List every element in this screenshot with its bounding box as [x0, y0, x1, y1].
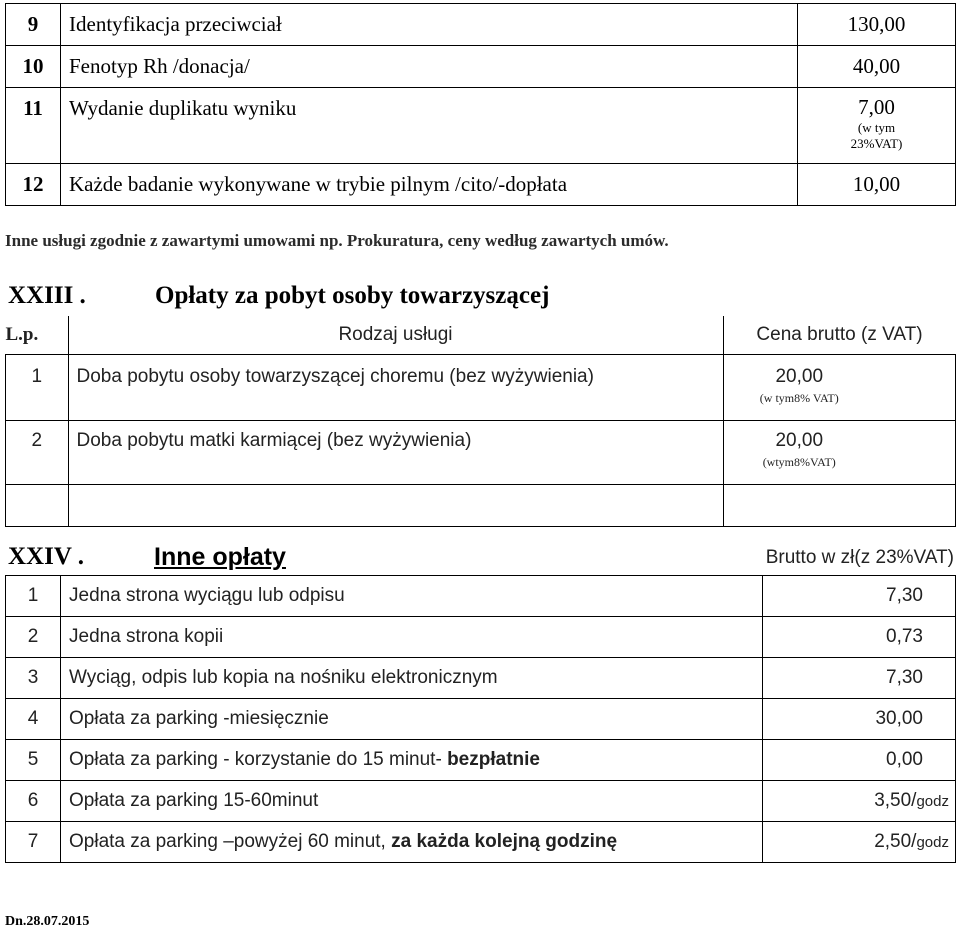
fee-price-value: 7,30 [886, 585, 923, 606]
service-price: 10,00 [798, 164, 956, 206]
section-number: XXIII . [8, 282, 86, 309]
vat-note: 23%VAT) [850, 136, 903, 151]
footer-date: Dn.28.07.2015 [5, 914, 90, 929]
fee-price [763, 658, 956, 699]
table-row [6, 822, 956, 863]
fee-name [61, 699, 763, 740]
fee-name-text: Opłata za parking - korzystanie do 15 minut- [69, 749, 448, 770]
table-row [6, 46, 956, 88]
fee-name-text: Wyciąg, odpis lub kopia na nośniku elektronicznym [69, 667, 498, 688]
row-number: 4 [6, 699, 61, 740]
empty-cell [723, 484, 956, 526]
service-name: Wydanie duplikatu wyniku [61, 88, 798, 164]
section-title: Opłaty za pobyt osoby towarzyszącej [155, 282, 550, 309]
row-number: 12 [6, 164, 61, 206]
fee-name [61, 617, 763, 658]
row-number: 2 [6, 420, 69, 484]
fee-price-value: 0,00 [886, 749, 923, 770]
table-row [6, 88, 956, 164]
table-row [6, 354, 956, 420]
fee-name [61, 822, 763, 863]
fee-unit: godz [916, 793, 949, 810]
fee-name [61, 576, 763, 617]
fee-price [763, 576, 956, 617]
fee-name-text: Opłata za parking –powyżej 60 minut, [69, 831, 392, 852]
service-name: Identyfikacja przeciwciał [61, 4, 798, 46]
fee-name-text: Jedna strona kopii [69, 626, 224, 647]
row-number: 6 [6, 781, 61, 822]
header-service: Rodzaj usługi [68, 316, 723, 354]
row-number: 3 [6, 658, 61, 699]
service-name: Doba pobytu osoby towarzyszącej choremu (bez wyżywienia) [68, 354, 723, 420]
empty-cell [6, 484, 69, 526]
table-row [6, 420, 956, 484]
fee-price [763, 617, 956, 658]
fee-price [763, 699, 956, 740]
fee-price-value: 3,50/ [874, 790, 917, 811]
fee-name-bold: za każda kolejną godzinę [391, 831, 618, 852]
table-row-empty [6, 484, 956, 526]
vat-note: (w tym [857, 120, 896, 135]
table-row [6, 740, 956, 781]
fee-price-value: 30,00 [875, 708, 923, 729]
header-price: Brutto w zł(z 23%VAT) [765, 547, 954, 568]
fee-price [763, 740, 956, 781]
row-number: 1 [6, 354, 69, 420]
fee-name [61, 781, 763, 822]
service-name: Doba pobytu matki karmiącej (bez wyżywienia) [68, 420, 723, 484]
row-number: 5 [6, 740, 61, 781]
row-number: 7 [6, 822, 61, 863]
service-price: 130,00 [798, 4, 956, 46]
fee-unit: godz [916, 834, 949, 851]
service-name: Fenotyp Rh /donacja/ [61, 46, 798, 88]
fee-name-text: Opłata za parking 15-60minut [69, 790, 319, 811]
fee-price-value: 0,73 [886, 626, 923, 647]
price-table-top [5, 3, 956, 206]
service-price: 7,00 [858, 95, 895, 119]
header-price: Cena brutto (z VAT) [723, 316, 956, 354]
table-header-row [6, 316, 956, 354]
table-row [6, 781, 956, 822]
section-title: Inne opłaty [154, 543, 286, 571]
table-row [6, 658, 956, 699]
header-lp: L.p. [6, 316, 69, 354]
vat-note: (wtym8%VAT) [762, 454, 836, 469]
fee-price [763, 781, 956, 822]
section-number: XXIV . [8, 543, 84, 570]
table-row [6, 617, 956, 658]
service-price-cell [723, 420, 956, 484]
vat-note: (w tym8% VAT) [759, 390, 839, 405]
fee-price [763, 822, 956, 863]
row-number: 1 [6, 576, 61, 617]
empty-cell [68, 484, 723, 526]
service-price: 20,00 [775, 429, 824, 451]
table-row [6, 576, 956, 617]
fee-name-text: Jedna strona wyciągu lub odpisu [69, 585, 345, 606]
service-price: 40,00 [798, 46, 956, 88]
row-number: 11 [6, 88, 61, 164]
fee-name [61, 740, 763, 781]
table-row [6, 164, 956, 206]
other-services-note: Inne usługi zgodnie z zawartymi umowami np. Prokuratura, ceny według zawartych umów. [5, 231, 669, 250]
other-fees-table [5, 575, 956, 863]
table-row [6, 699, 956, 740]
companion-stay-table [5, 316, 956, 527]
row-number: 10 [6, 46, 61, 88]
row-number: 2 [6, 617, 61, 658]
fee-name-bold: bezpłatnie [447, 749, 540, 770]
fee-name-text: Opłata za parking -miesięcznie [69, 708, 329, 729]
table-row [6, 4, 956, 46]
service-price-cell [798, 88, 956, 164]
service-price: 20,00 [775, 365, 824, 387]
service-name: Każde badanie wykonywane w trybie pilnym /cito/-dopłata [61, 164, 798, 206]
fee-price-value: 2,50/ [874, 831, 917, 852]
service-price-cell [723, 354, 956, 420]
fee-price-value: 7,30 [886, 667, 923, 688]
fee-name [61, 658, 763, 699]
row-number: 9 [6, 4, 61, 46]
